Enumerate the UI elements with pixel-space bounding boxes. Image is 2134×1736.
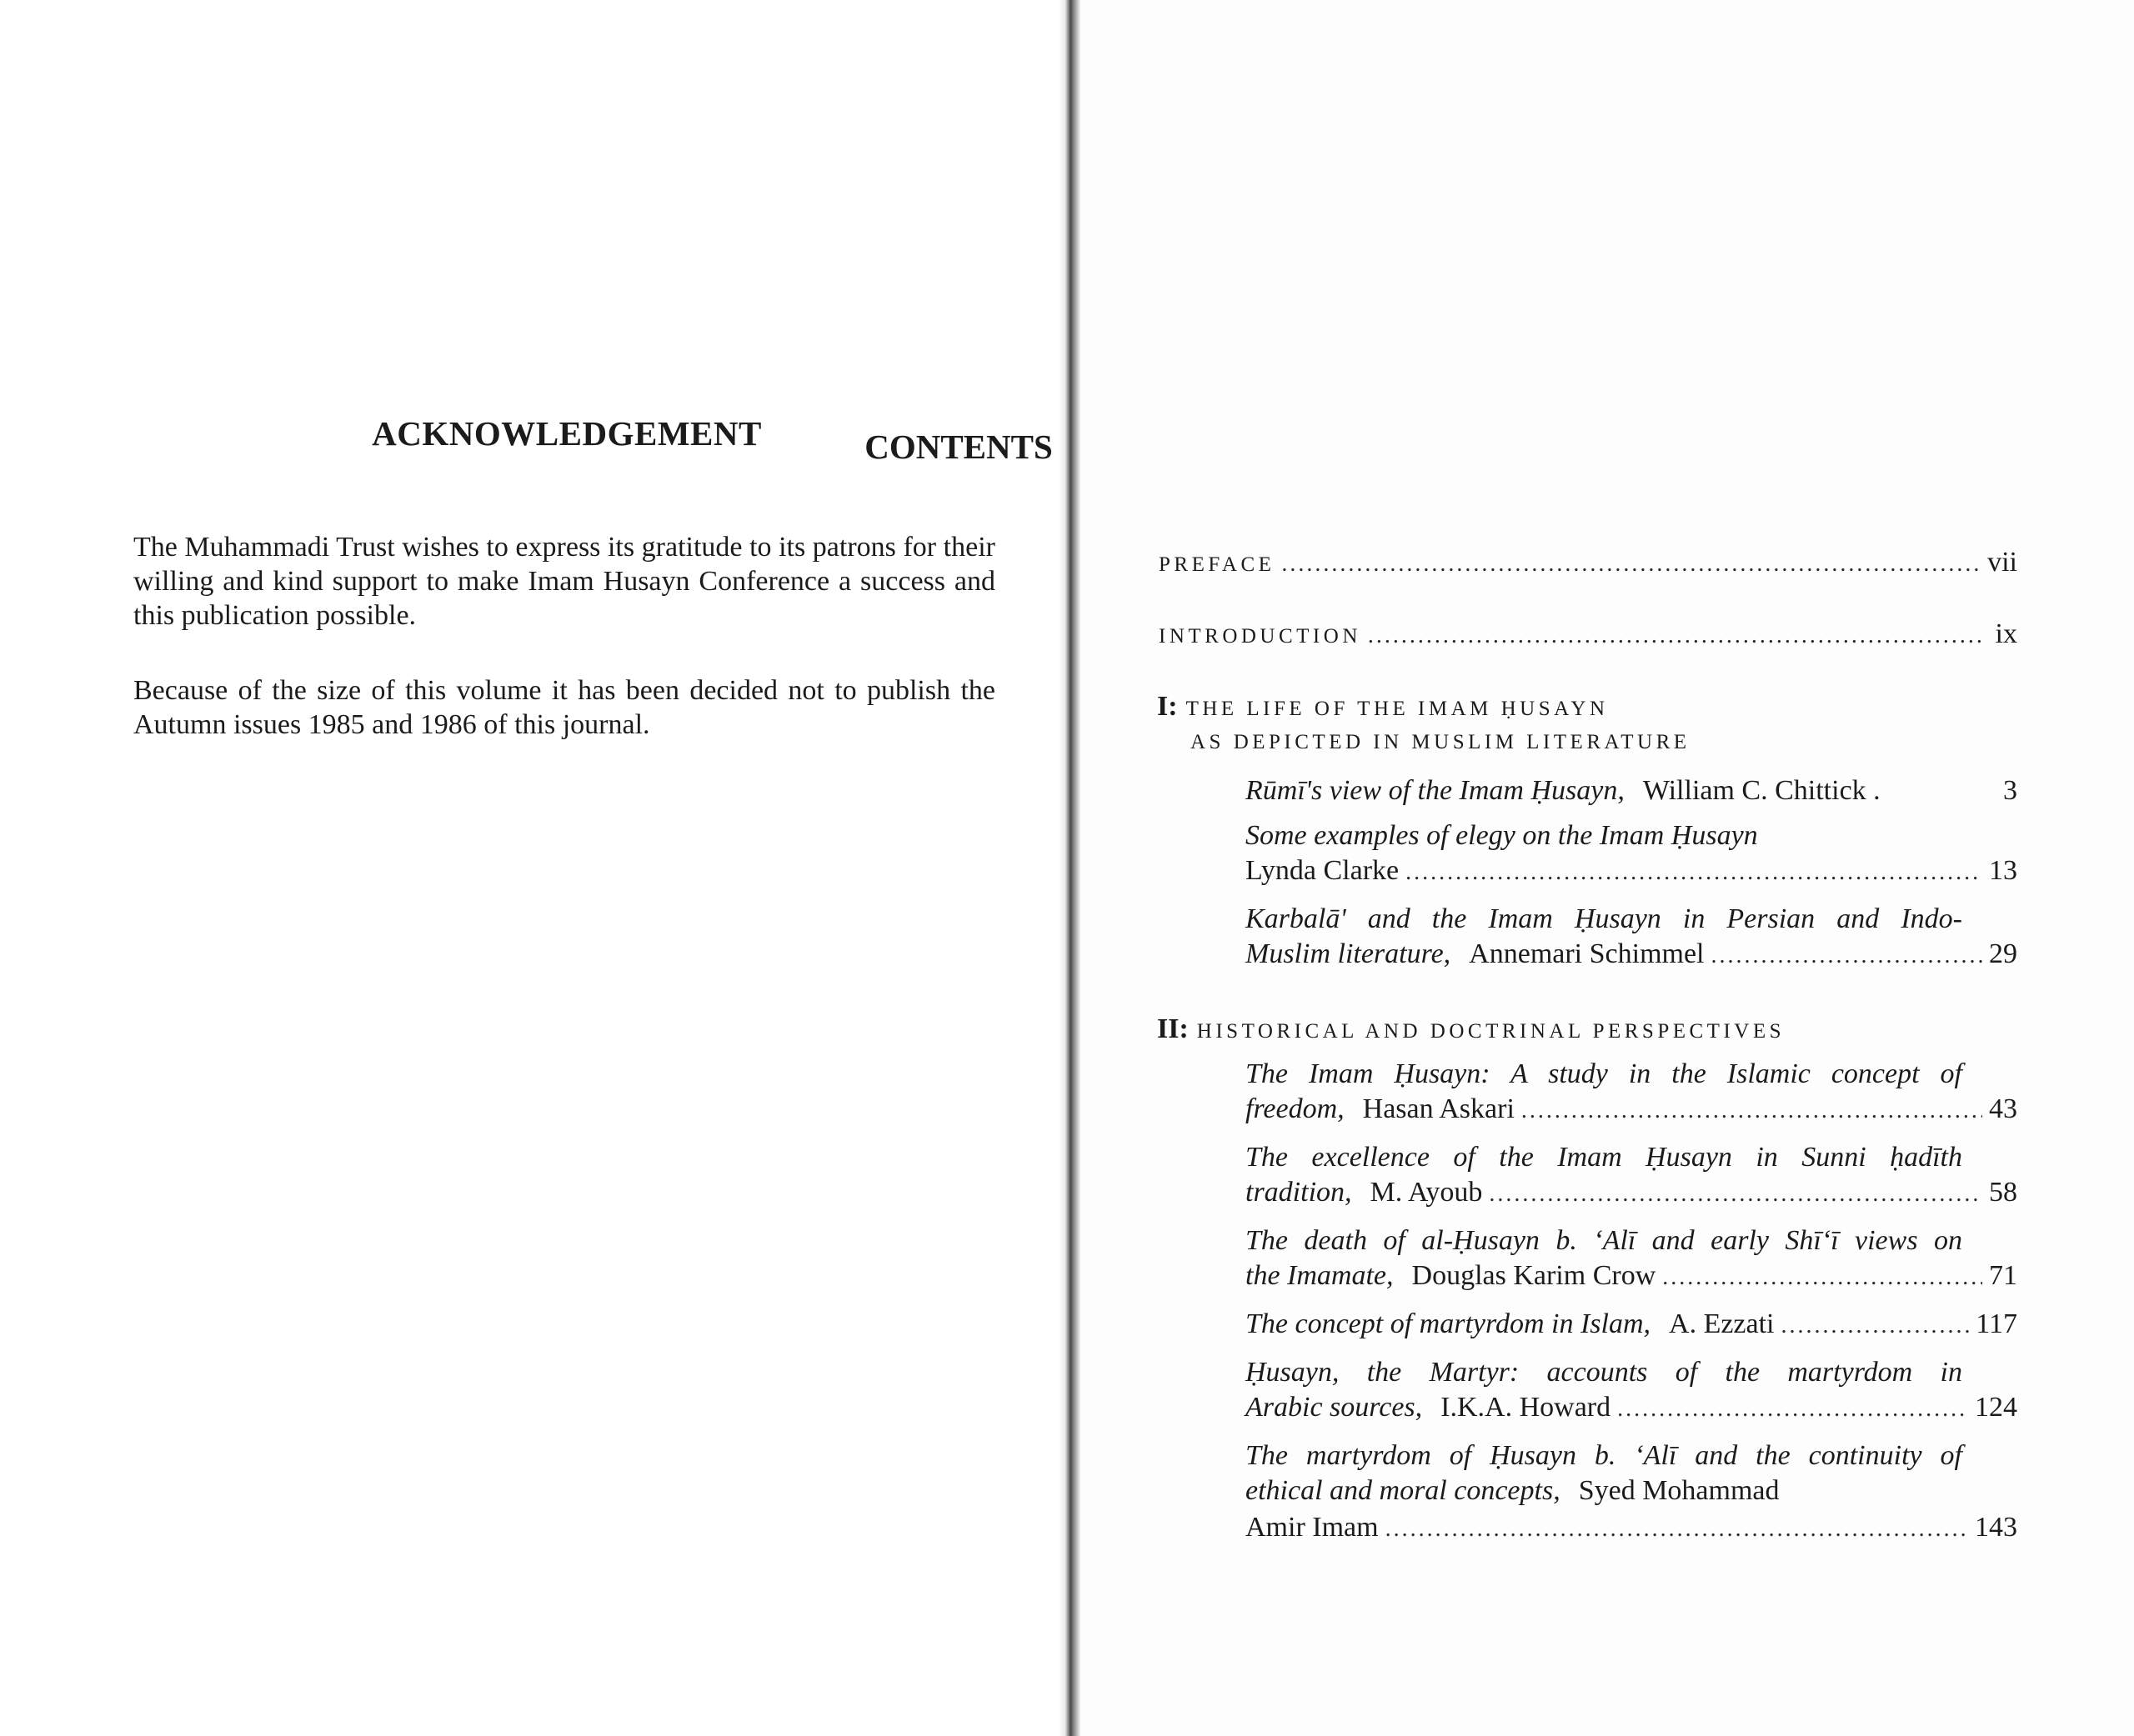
contents-title: CONTENTS	[864, 428, 1053, 466]
part-2-title: HISTORICAL AND DOCTRINAL PERSPECTIVES	[1196, 1020, 1785, 1043]
leader-dots	[1521, 1093, 1982, 1128]
entry-title-line-2: Muslim literature,	[1245, 938, 1451, 969]
introduction-page-number: ix	[1995, 618, 2017, 649]
entry-author: Annemari Schimmel	[1469, 938, 1705, 969]
acknowledgement-paragraph-1: The Muhammadi Trust wishes to express its gratitude to its patrons for their willing and kind support to make Imam Husayn Conference a success and this publication possible.	[133, 532, 995, 631]
leader-dots	[1281, 547, 1981, 581]
entry-page-number: 43	[1989, 1093, 2017, 1124]
toc-entry[interactable]	[1245, 1175, 2017, 1211]
entry-page-number: 117	[1976, 1308, 2017, 1339]
entry-page-number: 124	[1975, 1392, 2017, 1423]
entry-page-number: 13	[1989, 855, 2017, 886]
entry-title: The martyrdom of Ḥusayn b. ʻAlī and the continuity of	[1245, 1440, 1962, 1471]
entry-author: Lynda Clarke	[1245, 855, 1400, 886]
entry-page-number: 29	[1989, 938, 2017, 969]
leader-dots	[1617, 1392, 1968, 1426]
toc-entry[interactable]	[1245, 1510, 2017, 1546]
leader-dots	[1405, 855, 1982, 889]
part-1-title-line-1: THE LIFE OF THE IMAM ḤUSAYN	[1185, 698, 1609, 720]
left-page	[0, 0, 1065, 1736]
entry-title: Karbalā' and the Imam Ḥusayn in Persian and Indo-	[1245, 903, 1962, 934]
entry-title: Some examples of elegy on the Imam Ḥusayn	[1245, 820, 1758, 851]
entry-title: The excellence of the Imam Ḥusayn in Sunni ḥadīth	[1245, 1142, 1962, 1173]
leader-dots	[1781, 1308, 1970, 1343]
entry-title-line-2: freedom,	[1245, 1093, 1345, 1124]
toc-entry[interactable]	[1245, 1092, 2017, 1128]
toc-entry[interactable]	[1245, 1307, 2017, 1343]
part-2-heading	[1157, 1012, 2016, 1048]
entry-title-line-2: tradition,	[1245, 1177, 1352, 1208]
leader-dots	[1385, 1512, 1968, 1546]
part-2-numeral: II:	[1157, 1013, 1189, 1044]
entry-author: William C. Chittick .	[1642, 775, 1881, 806]
entry-page-number: 71	[1989, 1260, 2017, 1291]
toc-entry[interactable]	[1245, 773, 2017, 808]
entry-author: M. Ayoub	[1370, 1177, 1483, 1208]
leader-dots	[1489, 1177, 1982, 1211]
part-1-numeral: I:	[1157, 691, 1178, 722]
part-1-heading-line-2	[1190, 725, 2024, 759]
toc-entry[interactable]	[1245, 1258, 2017, 1294]
acknowledgement-paragraph-2: Because of the size of this volume it has been decided not to publish the Autumn issues 1985 and 1986 of this journal.	[133, 675, 995, 740]
leader-dots	[1662, 1260, 1982, 1294]
toc-entry[interactable]	[1245, 937, 2017, 973]
entry-title: The death of al-Ḥusayn b. ʻAlī and early Shīʻī views on	[1245, 1225, 1962, 1256]
entry-page-number: 3	[2003, 775, 2017, 806]
leader-dots	[1368, 618, 1982, 653]
entry-title: The Imam Ḥusayn: A study in the Islamic concept of	[1245, 1058, 1962, 1089]
toc-introduction[interactable]	[1159, 617, 2017, 653]
entry-title: Rūmī's view of the Imam Ḥusayn,	[1245, 775, 1625, 806]
entry-author: Douglas Karim Crow	[1411, 1260, 1656, 1291]
toc-preface[interactable]	[1159, 545, 2017, 582]
preface-page-number: vii	[1987, 547, 2017, 578]
introduction-label: INTRODUCTION	[1159, 625, 1361, 648]
acknowledgement-title: ACKNOWLEDGEMENT	[372, 414, 762, 453]
leader-dots	[1711, 938, 1983, 973]
entry-author: Hasan Askari	[1362, 1093, 1515, 1124]
toc-entry[interactable]	[1245, 1390, 2017, 1426]
entry-page-number: 143	[1975, 1512, 2017, 1543]
part-1-heading	[1157, 689, 2016, 726]
entry-title-line-2: ethical and moral concepts,	[1245, 1475, 1560, 1506]
book-gutter	[1059, 0, 1080, 1736]
toc-entry[interactable]	[1245, 853, 2017, 889]
entry-title-line-2: Arabic sources,	[1245, 1392, 1423, 1423]
part-1-title-line-2: AS DEPICTED IN MUSLIM LITERATURE	[1190, 731, 1691, 753]
entry-author: Syed Mohammad	[1578, 1475, 1780, 1506]
entry-page-number: 58	[1989, 1177, 2017, 1208]
toc-entry-line-2	[1245, 1473, 2017, 1508]
entry-title-line-2: the Imamate,	[1245, 1260, 1394, 1291]
entry-title: The concept of martyrdom in Islam,	[1245, 1308, 1651, 1339]
entry-author: I.K.A. Howard	[1440, 1392, 1611, 1423]
entry-author-line-2: Amir Imam	[1245, 1512, 1379, 1543]
preface-label: PREFACE	[1159, 553, 1275, 576]
entry-author: A. Ezzati	[1669, 1308, 1775, 1339]
entry-title: Ḥusayn, the Martyr: accounts of the martyrdom in	[1245, 1357, 1962, 1388]
